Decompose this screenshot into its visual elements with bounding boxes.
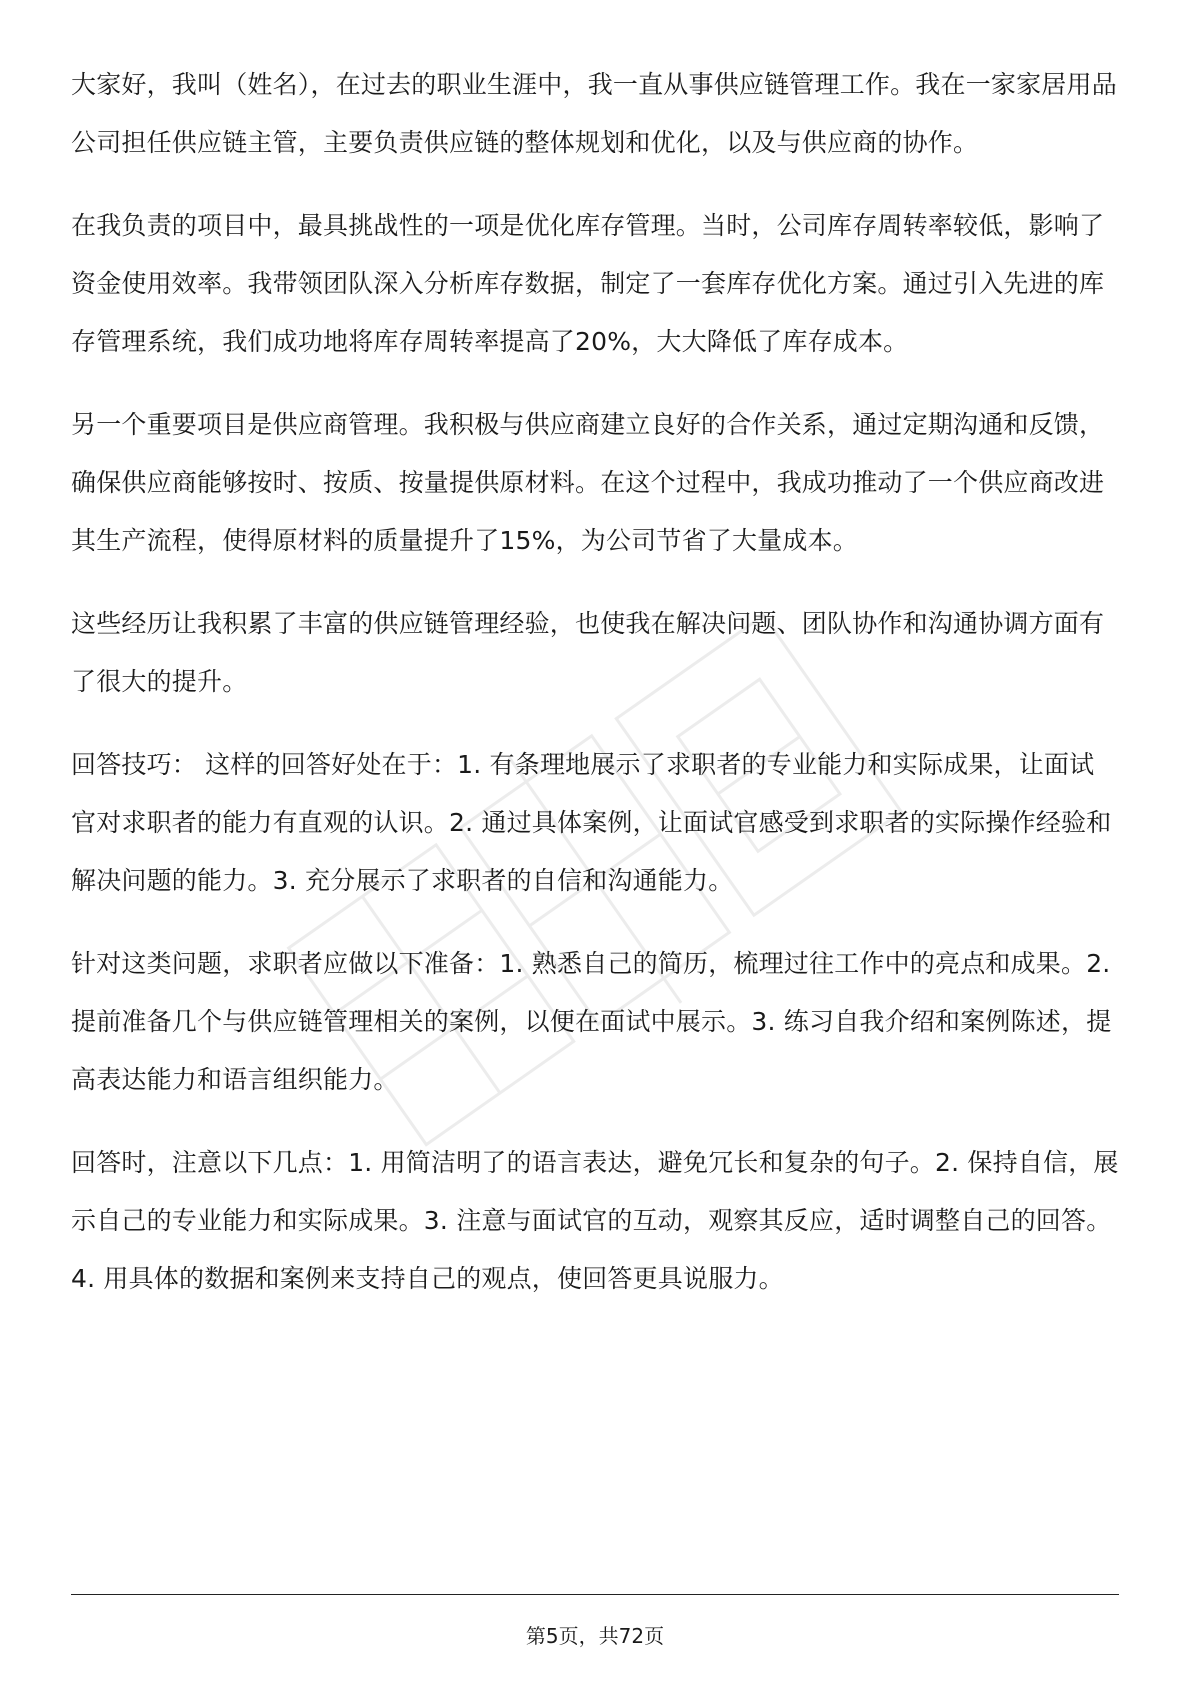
document-body <box>71 56 1119 1333</box>
paragraph-answer-tips: 回答技巧： 这样的回答好处在于：1. 有条理地展示了求职者的专业能力和实际成果，让面试官对求职者的能力有直观的认识。2. 通过具体案例，让面试官感受到求职者的实际操作经验和解决问题的能力。3. 充分展示了求职者的自信和沟通能力。 <box>71 750 1112 895</box>
paragraph-preparation: 针对这类问题，求职者应做以下准备：1. 熟悉自己的简历，梳理过往工作中的亮点和成果。2. 提前准备几个与供应链管理相关的案例，以便在面试中展示。3. 练习自我介绍和案例陈述，提高表达能力和语言组织能力。 <box>71 949 1112 1094</box>
page-number: 第5页，共72页 <box>525 1624 665 1648</box>
paragraph-answer-notes: 回答时，注意以下几点：1. 用简洁明了的语言表达，避免冗长和复杂的句子。2. 保持自信，展示自己的专业能力和实际成果。3. 注意与面试官的互动，观察其反应，适时调整自己的回答。4. 用具体的数据和案例来支持自己的观点，使回答更具说服力。 <box>71 1148 1119 1293</box>
footer-divider <box>71 1594 1119 1595</box>
paragraph-supplier-project: 另一个重要项目是供应商管理。我积极与供应商建立良好的合作关系，通过定期沟通和反馈，确保供应商能够按时、按质、按量提供原材料。在这个过程中，我成功推动了一个供应商改进其生产流程，使得原材料的质量提升了15%，为公司节省了大量成本。 <box>71 410 1105 555</box>
paragraph-experience-summary: 这些经历让我积累了丰富的供应链管理经验，也使我在解决问题、团队协作和沟通协调方面有了很大的提升。 <box>71 609 1105 696</box>
paragraph-inventory-project: 在我负责的项目中，最具挑战性的一项是优化库存管理。当时，公司库存周转率较低，影响了资金使用效率。我带领团队深入分析库存数据，制定了一套库存优化方案。通过引入先进的库存管理系统，我们成功地将库存周转率提高了20%，大大降低了库存成本。 <box>71 211 1105 356</box>
paragraph-intro: 大家好，我叫（姓名），在过去的职业生涯中，我一直从事供应链管理工作。我在一家家居用品公司担任供应链主管，主要负责供应链的整体规划和优化，以及与供应商的协作。 <box>71 70 1117 157</box>
